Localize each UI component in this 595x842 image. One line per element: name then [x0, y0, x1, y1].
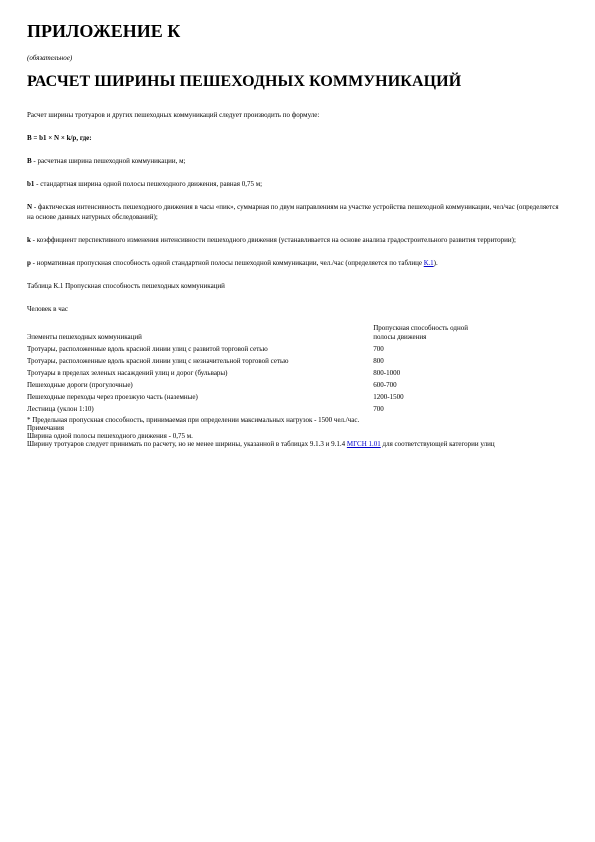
table-cell: 700 — [373, 405, 384, 413]
table-row — [27, 378, 487, 390]
intro-text: Расчет ширины тротуаров и других пешеходных коммуникаций следует производить по формуле: — [27, 111, 320, 119]
table-row — [27, 390, 487, 402]
table-cell: Тротуары в пределах зеленых насаждений улиц и дорог (бульвары) — [27, 369, 228, 377]
appendix-heading: ПРИЛОЖЕНИЕ К — [27, 21, 181, 41]
table-header-cell: Элементы пешеходных коммуникаций — [27, 333, 142, 341]
mgsn-link[interactable]: МГСН 1.01 — [346, 440, 381, 448]
table-cell: Пешеходные дороги (прогулочные) — [27, 381, 133, 389]
table-row — [27, 402, 487, 414]
table-caption: Таблица К.1 Пропускная способность пешеходных коммуникаций — [27, 282, 225, 290]
appendix-title: РАСЧЕТ ШИРИНЫ ПЕШЕХОДНЫХ КОММУНИКАЦИЙ — [27, 73, 462, 90]
table-cell: 1200-1500 — [373, 393, 404, 401]
definition-k: k - коэффициент перспективного изменения интенсивности пешеходного движения (устанавливается на основе анализа градостроительного развития территории); — [27, 236, 516, 244]
definition-n: N - фактическая интенсивность пешеходного движения в часы «пик», суммарная по двум направлениям на участке устройства пешеходной коммуникации, чел/час (определяется на основе данных натурных обследований); — [27, 203, 559, 221]
capacity-table — [27, 318, 487, 414]
table-cell: 800-1000 — [373, 369, 401, 377]
table-cell: Пешеходные переходы через проезжую часть (наземные) — [27, 393, 198, 401]
note-line-2: Ширину тротуаров следует принимать по расчету, но не менее ширины, указанной в таблицах 9.1.3 и 9.1.4 МГСН 1.01 для соответствующей категории улиц — [27, 440, 495, 448]
definition-p: p - нормативная пропускная способность одной стандартной полосы пешеходной коммуникации, чел./час (определяется по таблице К.1). — [27, 259, 438, 267]
table-units: Человек в час — [27, 305, 68, 313]
table-notes — [27, 416, 567, 448]
table-cell: Тротуары, расположенные вдоль красной линии улиц с развитой торговой сетью — [27, 345, 268, 353]
table-cell: 700 — [373, 345, 384, 353]
document-page — [27, 20, 567, 448]
definition-b1: b1 - стандартная ширина одной полосы пешеходного движения, равная 0,75 м; — [27, 180, 263, 188]
notes-label: Примечания — [27, 424, 65, 432]
table-k1-link[interactable]: К.1 — [423, 259, 434, 267]
table-cell: 600-700 — [373, 381, 397, 389]
note-line-1: Ширина одной полосы пешеходного движения - 0,75 м. — [27, 432, 193, 440]
definition-b: B - расчетная ширина пешеходной коммуникации, м; — [27, 157, 186, 165]
table-row — [27, 354, 487, 366]
table-cell: Лестница (уклон 1:10) — [27, 405, 94, 413]
footnote-star: * Предельная пропускная способность, принимаемая при определении максимальных нагрузок - 1500 чел./час. — [27, 416, 360, 424]
table-header-cell: Пропускная способность одной полосы движения — [373, 324, 468, 341]
appendix-status: (обязательное) — [27, 54, 73, 62]
table-row — [27, 366, 487, 378]
formula: B = b1 × N × k/p, где: — [27, 134, 92, 142]
table-header-row — [27, 318, 487, 342]
table-row — [27, 342, 487, 354]
table-cell: Тротуары, расположенные вдоль красной линии улиц с незначительной торговой сетью — [27, 357, 289, 365]
table-cell: 800 — [373, 357, 384, 365]
